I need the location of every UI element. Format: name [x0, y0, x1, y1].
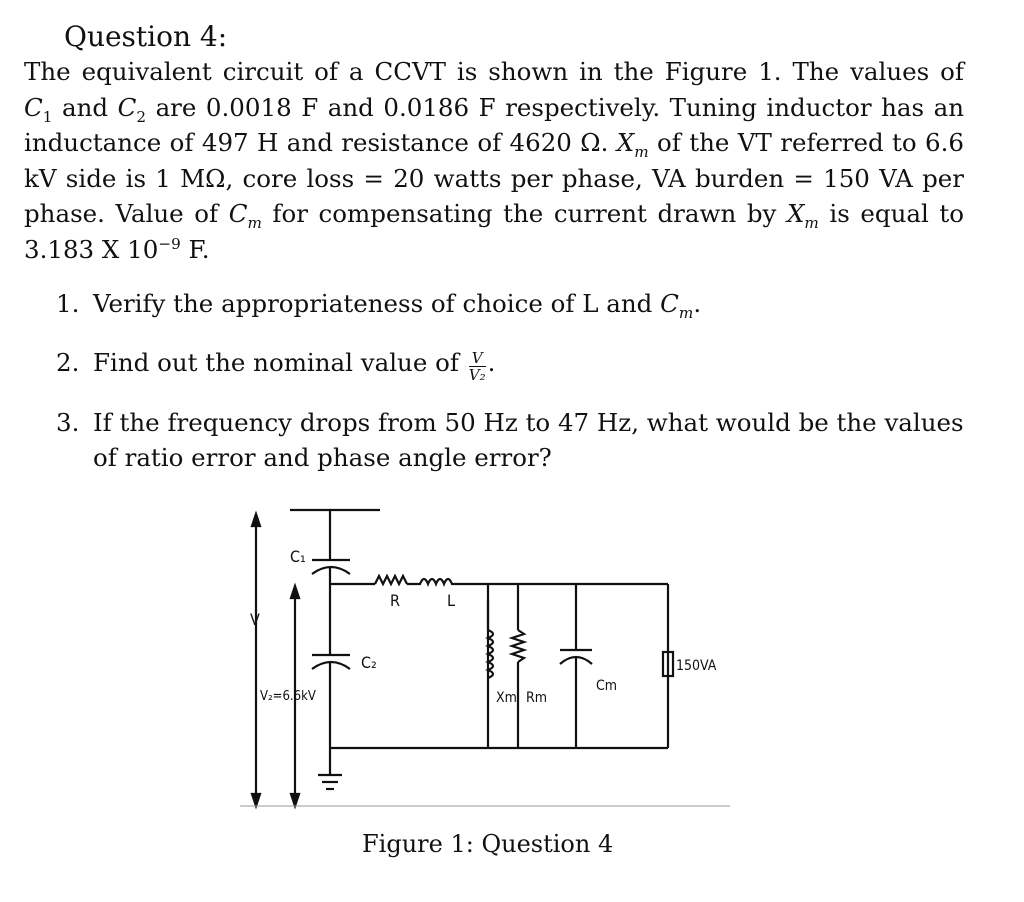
- var-c2-sub: 2: [136, 107, 147, 126]
- paragraph-line-5: [24, 196, 964, 232]
- v2-arrow-head-top: [291, 586, 299, 598]
- label-r: R: [390, 591, 400, 610]
- paragraph-line-5-c: is equal to: [818, 199, 964, 228]
- exponent: −9: [158, 234, 181, 253]
- label-v: V: [250, 610, 260, 629]
- var-xm-sub: m: [634, 142, 649, 161]
- figure-caption: Figure 1: Question 4: [362, 830, 614, 858]
- paragraph-line-3-b: of the VT referred to 6.6: [648, 128, 964, 157]
- item-var-cm: C: [660, 289, 679, 318]
- label-cm: Cm: [596, 678, 618, 694]
- paragraph-line-5-a: phase. Value of: [24, 199, 229, 228]
- label-rm: Rm: [526, 690, 548, 706]
- var-c1: C: [24, 92, 43, 122]
- paragraph-line-3-a: inductance of 497 H and resistance of 4620 Ω.: [24, 128, 617, 157]
- l-inductor: [407, 579, 460, 584]
- word-and: and: [52, 92, 118, 122]
- paragraph-line-6-b: F.: [180, 234, 210, 264]
- paragraph-line-1: The equivalent circuit of a CCVT is shown in the Figure 1. The values of: [24, 57, 964, 86]
- paragraph-line-5-b: for compensating the current drawn by: [261, 199, 787, 228]
- paragraph-line-4: kV side is 1 MΩ, core loss = 20 watts per phase, VA burden = 150 VA per: [24, 163, 964, 193]
- var-cm: C: [228, 199, 248, 228]
- paragraph-line-6-a: 3.183 X 10: [24, 234, 159, 264]
- var-xm-2-sub: m: [804, 213, 819, 232]
- r-resistor: [375, 576, 407, 584]
- list-item: [56, 286, 701, 321]
- list-item-continuation: [93, 440, 552, 475]
- circuit-figure: [240, 500, 740, 820]
- rm-resistor: [512, 630, 524, 662]
- paragraph-line-2-rest: are 0.0018 F and 0.0186 F respectively. Tuning inductor has an: [146, 92, 964, 122]
- item-tail: .: [693, 289, 702, 318]
- v-arrow-head-top: [252, 514, 260, 526]
- item-tail: .: [487, 348, 496, 377]
- list-item: [56, 405, 964, 440]
- fraction: [469, 350, 486, 383]
- paragraph-line-6: [24, 232, 964, 268]
- var-xm-2: X: [786, 199, 805, 228]
- paragraph-line-2: [24, 90, 964, 126]
- fraction-denominator: V₂: [468, 366, 486, 384]
- item-var-cm-sub: m: [678, 303, 694, 322]
- label-xm: Xm: [496, 690, 517, 706]
- item-text-line-1: If the frequency drops from 50 Hz to 47 Hz, what would be the values: [93, 408, 964, 437]
- item-number: 2.: [56, 348, 80, 377]
- question-paragraph: [24, 54, 964, 267]
- label-c1: C₁: [290, 547, 306, 566]
- label-burden: 150VA: [676, 658, 717, 674]
- item-number: 3.: [56, 408, 80, 437]
- question-title: Question 4:: [64, 20, 228, 53]
- v2-arrow-head-bottom: [291, 794, 299, 806]
- item-text: Verify the appropriateness of choice of L and: [93, 289, 661, 318]
- var-c2: C: [117, 92, 137, 122]
- list-item: [56, 345, 495, 383]
- label-c2: C₂: [361, 653, 377, 672]
- v-arrow-head-bottom: [252, 794, 260, 806]
- paragraph-line-3: [24, 125, 964, 161]
- var-c1-sub: 1: [42, 107, 53, 126]
- var-cm-sub: m: [247, 213, 262, 232]
- xm-inductor: [488, 630, 493, 678]
- fraction-numerator: V: [469, 350, 486, 367]
- var-xm: X: [616, 128, 635, 157]
- label-v2: V₂=6.6kV: [260, 689, 316, 704]
- item-text-line-2: of ratio error and phase angle error?: [93, 443, 552, 472]
- item-text: Find out the nominal value of: [93, 348, 467, 377]
- label-l: L: [447, 591, 456, 610]
- item-number: 1.: [56, 289, 80, 318]
